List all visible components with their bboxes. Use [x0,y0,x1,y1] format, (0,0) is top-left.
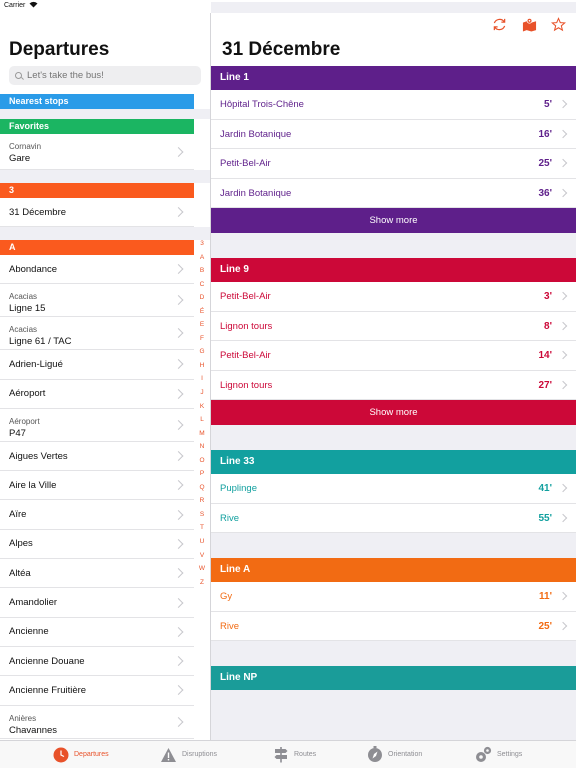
stop-name: 31 Décembre [9,206,67,218]
chevron-right-icon [174,539,184,549]
tab-label: Routes [294,751,317,758]
departure-destination: Petit-Bel-Air [220,350,271,361]
departures-pane [211,13,576,740]
chevron-right-icon [559,484,567,492]
tab-routes[interactable] [272,746,316,763]
line-block [211,66,576,233]
chevron-right-icon [174,598,184,608]
stops-sidebar [0,13,211,740]
line-header[interactable]: Line 1 [211,66,576,90]
departure-minutes: 3' [544,291,552,302]
departure-destination: Rive [220,512,240,524]
departure-minutes: 55' [538,512,552,524]
tab-settings[interactable] [475,746,522,763]
departure-destination: Lignon tours [220,320,273,332]
departure-destination: Jardin Botanique [220,128,292,140]
departure-row[interactable] [211,312,576,342]
stop-name: Aïre [9,509,27,521]
map-icon [522,17,537,32]
chevron-right-icon [174,147,184,157]
stop-name: Alpes [9,538,33,550]
stop-area-label: Acacias [9,325,38,335]
index-letter[interactable]: S [199,510,205,518]
departure-row[interactable] [211,341,576,371]
stop-name: Aéroport [9,388,46,400]
stop-title: 31 Décembre [222,39,341,60]
search-icon [15,72,22,79]
index-letter[interactable]: A [199,253,205,261]
departure-minutes: 25' [538,620,552,632]
index-letter[interactable]: V [199,551,205,559]
chevron-right-icon [559,189,567,197]
line-header[interactable]: Line 33 [211,450,576,474]
gears-icon [475,746,492,763]
stop-name: Ancienne Fruitière [9,684,87,696]
index-letter[interactable]: N [199,443,205,451]
departure-destination: Rive [220,620,240,632]
favorite-button[interactable] [550,16,566,32]
compass-icon [366,746,383,763]
index-letter[interactable]: L [200,416,204,424]
stop-row[interactable] [0,618,194,647]
line-block [211,666,576,690]
chevron-right-icon [559,130,567,138]
index-letter[interactable]: E [199,321,205,329]
show-more-button[interactable]: Show more [211,208,576,233]
index-letter[interactable]: W [198,565,206,573]
stop-row[interactable] [0,647,194,676]
stop-area-label: Cornavin [9,142,42,151]
departure-minutes: 11' [539,591,552,602]
stop-row[interactable] [0,380,194,409]
stop-name: Amandolier [9,597,58,609]
chevron-right-icon [174,359,184,369]
signpost-icon [272,746,289,763]
departure-row[interactable] [211,120,576,150]
chevron-right-icon [559,514,567,522]
stop-area-label: Acacias [9,292,38,302]
stop-row[interactable] [0,284,194,317]
chevron-right-icon [174,295,184,305]
index-letter[interactable]: K [199,402,205,410]
departure-row[interactable] [211,179,576,209]
stop-name: Aire la Ville [9,479,57,491]
stop-row[interactable] [0,500,194,529]
search-bar[interactable] [9,66,201,85]
chevron-right-icon [174,264,184,274]
index-letter[interactable]: 3 [200,240,204,247]
star-icon [551,17,566,32]
departure-minutes: 8' [544,320,552,332]
chevron-right-icon [559,322,567,330]
line-block [211,258,576,425]
alphabet-index[interactable] [197,237,207,589]
chevron-right-icon [559,381,567,389]
stop-row[interactable] [0,255,194,284]
index-letter[interactable]: É [199,307,205,315]
chevron-right-icon [174,717,184,727]
section-gap [0,227,211,240]
carrier-label: Carrier [4,2,26,9]
stop-row[interactable] [0,350,194,379]
show-more-button[interactable]: Show more [211,400,576,425]
stop-row[interactable] [0,676,194,705]
departure-minutes: 5' [544,99,552,110]
chevron-right-icon [174,656,184,666]
detail-header [211,13,576,66]
refresh-icon [492,17,507,32]
departure-row[interactable] [211,149,576,179]
chevron-right-icon [174,389,184,399]
tab-orientation[interactable] [366,746,422,763]
stops-list [0,94,211,739]
section-3: 3 [0,183,194,198]
stop-area-label: Anières [9,713,37,723]
stop-row[interactable] [0,530,194,559]
chevron-right-icon [174,420,184,430]
chevron-right-icon [174,568,184,578]
stop-name: Ligne 15 [9,303,46,315]
tab-disruptions[interactable] [160,746,217,763]
index-letter[interactable]: D [199,294,205,302]
tab-departures[interactable] [52,746,109,763]
status-bar [0,0,576,13]
chevron-right-icon [559,351,567,359]
departure-row[interactable] [211,474,576,504]
clock-icon [52,746,69,763]
chevron-right-icon [559,100,567,108]
stop-name: Ligne 61 / TAC [9,336,72,348]
index-letter[interactable]: B [199,267,205,275]
line-header[interactable]: Line 9 [211,258,576,282]
stop-area-label: Aéroport [9,416,40,426]
warning-icon [160,746,177,763]
stop-name: Adrien-Ligué [9,358,63,370]
stop-row[interactable] [0,706,194,739]
chevron-right-icon [559,622,567,630]
departure-destination: Lignon tours [220,379,273,391]
section-favorites: Favorites [0,119,194,134]
tab-label: Disruptions [182,751,218,758]
index-letter[interactable]: Q [199,483,205,491]
chevron-right-icon [559,159,567,167]
stop-row[interactable] [0,559,194,588]
search-input[interactable] [27,70,187,81]
chevron-right-icon [174,207,184,217]
section-gap [0,170,211,183]
section-a: A [0,240,194,255]
stop-name: Ancienne Douane [9,655,85,667]
tab-bar [0,740,576,768]
stop-name: Ancienne [9,626,49,638]
departure-minutes: 14' [538,350,552,361]
stop-name: Chavannes [9,724,58,736]
departure-destination: Petit-Bel-Air [220,291,271,302]
line-header[interactable]: Line A [211,558,576,582]
departure-row[interactable] [211,504,576,534]
chevron-right-icon [559,292,567,300]
chevron-right-icon [559,592,567,600]
index-letter[interactable]: G [199,348,205,356]
departure-minutes: 36' [538,187,552,199]
map-button[interactable] [521,16,537,32]
index-letter[interactable]: M [199,429,205,437]
stop-row[interactable] [0,588,194,617]
page-title: Departures [9,39,110,60]
tab-label: Settings [497,751,523,758]
line-block [211,450,576,533]
stop-row[interactable] [0,317,194,350]
stop-name: Abondance [9,263,58,275]
stop-row[interactable] [0,471,194,500]
section-nearest-stops[interactable]: Nearest stops [0,94,194,109]
index-letter[interactable]: P [199,470,205,478]
chevron-right-icon [174,480,184,490]
tab-label: Departures [74,751,109,758]
departure-row[interactable] [211,582,576,612]
departure-minutes: 16' [538,128,552,140]
index-letter[interactable]: J [200,389,204,397]
index-letter[interactable]: T [200,524,204,532]
index-letter[interactable]: I [201,375,203,383]
stop-name: Altéa [9,567,31,579]
departure-minutes: 41' [538,483,552,494]
index-letter[interactable]: O [199,456,205,464]
index-letter[interactable]: R [199,497,205,505]
line-block [211,558,576,641]
departure-destination: Gy [220,591,233,602]
stop-row[interactable] [0,134,194,170]
stop-row[interactable] [0,198,194,227]
departure-row[interactable] [211,90,576,120]
stop-name: Gare [9,153,31,164]
stop-row[interactable] [0,409,194,442]
refresh-button[interactable] [491,16,507,32]
index-letter[interactable]: U [199,538,205,546]
index-letter[interactable]: C [199,280,205,288]
chevron-right-icon [174,510,184,520]
line-header[interactable]: Line NP [211,666,576,690]
chevron-right-icon [174,328,184,338]
departure-destination: Hôpital Trois-Chêne [220,99,304,110]
stop-name: P47 [9,427,26,439]
chevron-right-icon [174,685,184,695]
departure-destination: Petit-Bel-Air [220,158,271,169]
stop-row[interactable] [0,442,194,471]
departure-row[interactable] [211,282,576,312]
section-gap [0,109,211,119]
chevron-right-icon [174,627,184,637]
departure-row[interactable] [211,612,576,642]
index-letter[interactable]: Z [200,578,204,586]
departure-minutes: 27' [538,379,552,391]
tab-label: Orientation [388,751,423,758]
chevron-right-icon [174,451,184,461]
index-letter[interactable]: F [200,334,204,342]
departure-destination: Jardin Botanique [220,187,292,199]
departure-destination: Puplinge [220,483,257,494]
index-letter[interactable]: H [199,361,205,369]
departure-minutes: 25' [538,158,552,169]
stop-name: Aigues Vertes [9,450,68,462]
departure-row[interactable] [211,371,576,401]
